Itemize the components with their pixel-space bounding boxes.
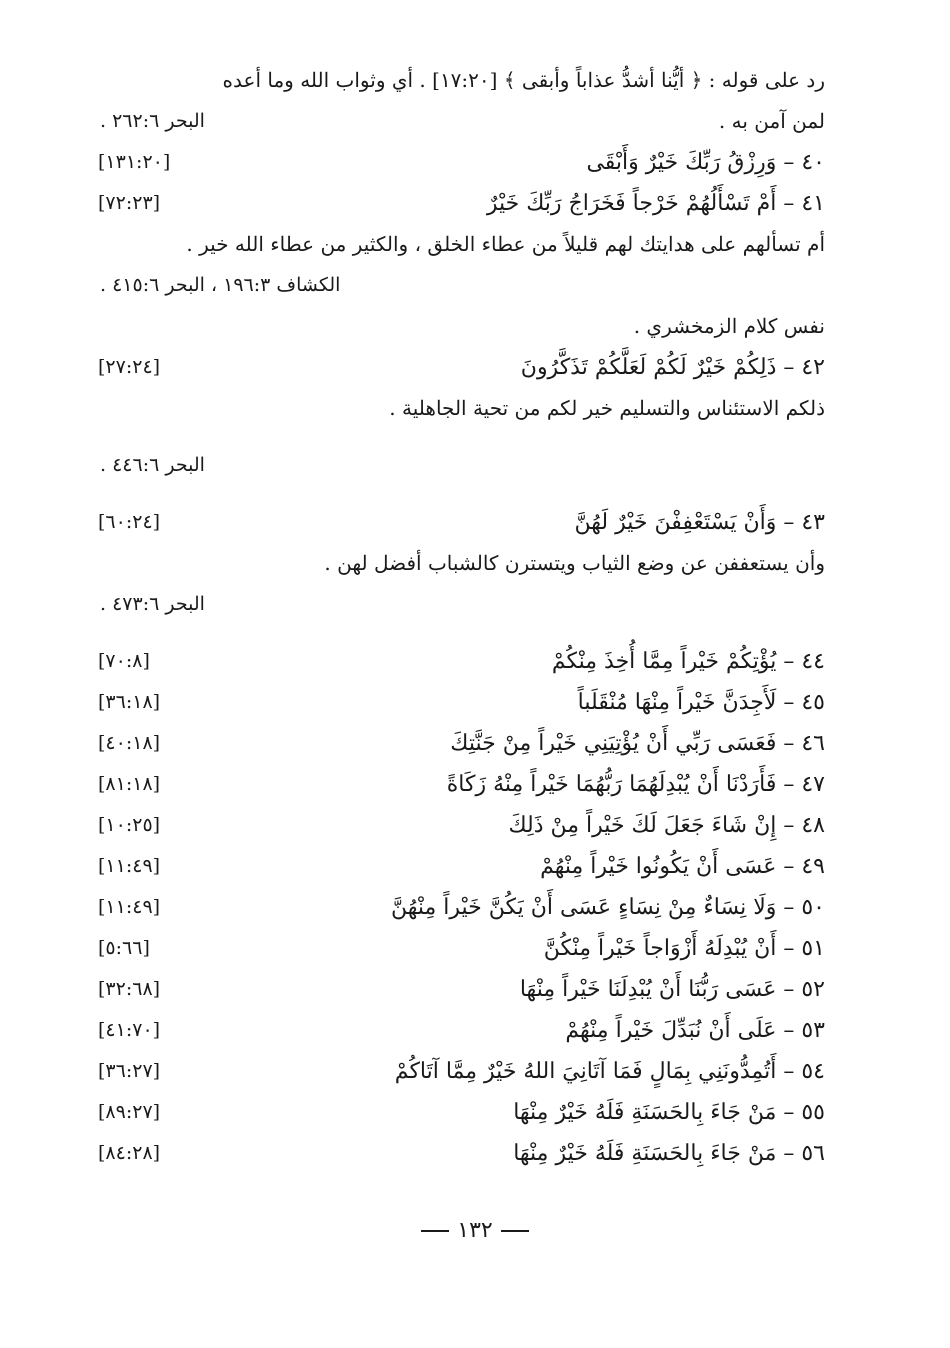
verse-text: ٤٩ – عَسَى أَنْ يَكُونُوا خَيْراً مِنْهُمْ bbox=[540, 854, 825, 879]
verse-line bbox=[80, 969, 825, 1010]
prose-text: ذلكم الاستئناس والتسليم خير لكم من تحية الجاهلية . bbox=[389, 396, 825, 420]
verse-reference: [٧٠:٨] bbox=[98, 650, 150, 672]
footer-dash-right bbox=[421, 1230, 449, 1232]
verse-text: ٥٤ – أَتُمِدُّونَنِي بِمَالٍ فَمَا آتَانِيَ اللهُ خَيْرٌ مِمَّا آتَاكُمْ bbox=[394, 1059, 825, 1084]
verse-text: ٤٣ – وَأَنْ يَسْتَعْفِفْنَ خَيْرٌ لَهُنَّ bbox=[574, 510, 825, 535]
verse-line bbox=[80, 502, 825, 543]
verse-reference: [١٠:٢٥] bbox=[98, 814, 161, 836]
line-gap bbox=[80, 429, 825, 445]
verse-text: ٥٣ – عَلَى أَنْ نُبَدِّلَ خَيْراً مِنْهُمْ bbox=[565, 1018, 825, 1043]
verse-reference: [٧٢:٢٣] bbox=[98, 192, 161, 214]
verse-text: ٤١ – أَمْ تَسْأَلُهُمْ خَرْجاً فَخَرَاجُ رَبِّكَ خَيْرٌ bbox=[486, 191, 825, 216]
verse-text: ٤٤ – يُؤْتِكُمْ خَيْراً مِمَّا أُخِذَ مِنْكُمْ bbox=[551, 649, 825, 674]
verse-line bbox=[80, 1051, 825, 1092]
verse-text: ٤٥ – لَأَجِدَنَّ خَيْراً مِنْهَا مُنْقَلَباً bbox=[577, 690, 825, 715]
prose-line bbox=[80, 224, 825, 265]
verse-line bbox=[80, 641, 825, 682]
verse-text: ٥٠ – وَلَا نِسَاءٌ مِنْ نِسَاءٍ عَسَى أَنْ يَكُنَّ خَيْراً مِنْهُنَّ bbox=[390, 895, 825, 920]
verse-text: ٥٥ – مَنْ جَاءَ بِالحَسَنَةِ فَلَهُ خَيْرٌ مِنْهَا bbox=[513, 1100, 825, 1125]
line-gap bbox=[80, 486, 825, 502]
prose-text: رد على قوله : ﴿ أيُّنا أشدُّ عذاباً وأبقى ﴾ [١٧:٢٠] . أي وثواب الله وما أعده bbox=[222, 68, 825, 92]
page-footer bbox=[0, 1218, 950, 1243]
prose-line bbox=[80, 584, 825, 625]
verse-line bbox=[80, 1133, 825, 1174]
source-citation: البحر ٢٦٢:٦ . bbox=[100, 110, 205, 132]
prose-line bbox=[80, 445, 825, 486]
prose-line bbox=[80, 306, 825, 347]
source-citation: الكشاف ١٩٦:٣ ، البحر ٤١٥:٦ . bbox=[100, 274, 341, 296]
verse-line bbox=[80, 887, 825, 928]
verse-line bbox=[80, 928, 825, 969]
verse-text: ٥١ – أَنْ يُبْدِلَهُ أَزْوَاجاً خَيْراً مِنْكُنَّ bbox=[543, 936, 825, 961]
verse-line bbox=[80, 805, 825, 846]
prose-line bbox=[80, 543, 825, 584]
verse-reference: [١١:٤٩] bbox=[98, 855, 161, 877]
verse-line bbox=[80, 347, 825, 388]
prose-text: لمن آمن به . bbox=[718, 109, 825, 133]
verse-line bbox=[80, 682, 825, 723]
verse-reference: [١١:٤٩] bbox=[98, 896, 161, 918]
verse-line bbox=[80, 142, 825, 183]
prose-line bbox=[80, 388, 825, 429]
prose-text: وأن يستعففن عن وضع الثياب ويتسترن كالشباب أفضل لهن . bbox=[324, 551, 825, 575]
verse-reference: [٨٩:٢٧] bbox=[98, 1101, 161, 1123]
page-body bbox=[80, 60, 825, 1174]
verse-line bbox=[80, 764, 825, 805]
verse-reference: [٨١:١٨] bbox=[98, 773, 161, 795]
prose-line bbox=[80, 60, 825, 101]
verse-reference: [٢٧:٢٤] bbox=[98, 356, 161, 378]
verse-text: ٤٦ – فَعَسَى رَبِّي أَنْ يُؤْتِيَنِي خَيْراً مِنْ جَنَّتِكَ bbox=[450, 731, 825, 756]
verse-line bbox=[80, 846, 825, 887]
verse-reference: [٣٦:٢٧] bbox=[98, 1060, 161, 1082]
footer-dash-left bbox=[501, 1230, 529, 1232]
verse-text: ٤٨ – إِنْ شَاءَ جَعَلَ لَكَ خَيْراً مِنْ ذَلِكَ bbox=[508, 813, 825, 838]
prose-line bbox=[80, 265, 825, 306]
verse-reference: [١٣١:٢٠] bbox=[98, 151, 171, 173]
verse-line bbox=[80, 723, 825, 764]
verse-text: ٥٦ – مَنْ جَاءَ بِالحَسَنَةِ فَلَهُ خَيْرٌ مِنْهَا bbox=[513, 1141, 825, 1166]
prose-text: نفس كلام الزمخشري . bbox=[633, 314, 825, 338]
verse-text: ٤٠ – وَرِزْقُ رَبِّكَ خَيْرٌ وَأَبْقَى bbox=[586, 150, 825, 175]
verse-reference: [٤٠:١٨] bbox=[98, 732, 161, 754]
verse-reference: [٣٢:٦٨] bbox=[98, 978, 161, 1000]
line-gap bbox=[80, 625, 825, 641]
verse-line bbox=[80, 1010, 825, 1051]
page-number: ١٣٢ bbox=[457, 1218, 493, 1243]
verse-reference: [٥:٦٦] bbox=[98, 937, 150, 959]
verse-text: ٥٢ – عَسَى رَبُّنَا أَنْ يُبْدِلَنَا خَيْراً مِنْهَا bbox=[519, 977, 825, 1002]
verse-reference: [٣٦:١٨] bbox=[98, 691, 161, 713]
verse-line bbox=[80, 183, 825, 224]
verse-text: ٤٢ – ذَلِكُمْ خَيْرٌ لَكُمْ لَعَلَّكُمْ تَذَكَّرُونَ bbox=[520, 355, 825, 380]
prose-line bbox=[80, 101, 825, 142]
prose-text: أم تسألهم على هدايتك لهم قليلاً من عطاء الخلق ، والكثير من عطاء الله خير . bbox=[186, 232, 825, 256]
verse-reference: [٨٤:٢٨] bbox=[98, 1142, 161, 1164]
verse-reference: [٤١:٧٠] bbox=[98, 1019, 161, 1041]
verse-line bbox=[80, 1092, 825, 1133]
source-citation: البحر ٤٧٣:٦ . bbox=[100, 593, 205, 615]
source-citation: البحر ٤٤٦:٦ . bbox=[100, 454, 205, 476]
verse-text: ٤٧ – فَأَرَدْنَا أَنْ يُبْدِلَهُمَا رَبُّهُمَا خَيْراً مِنْهُ زَكَاةً bbox=[446, 772, 825, 797]
verse-reference: [٦٠:٢٤] bbox=[98, 511, 161, 533]
